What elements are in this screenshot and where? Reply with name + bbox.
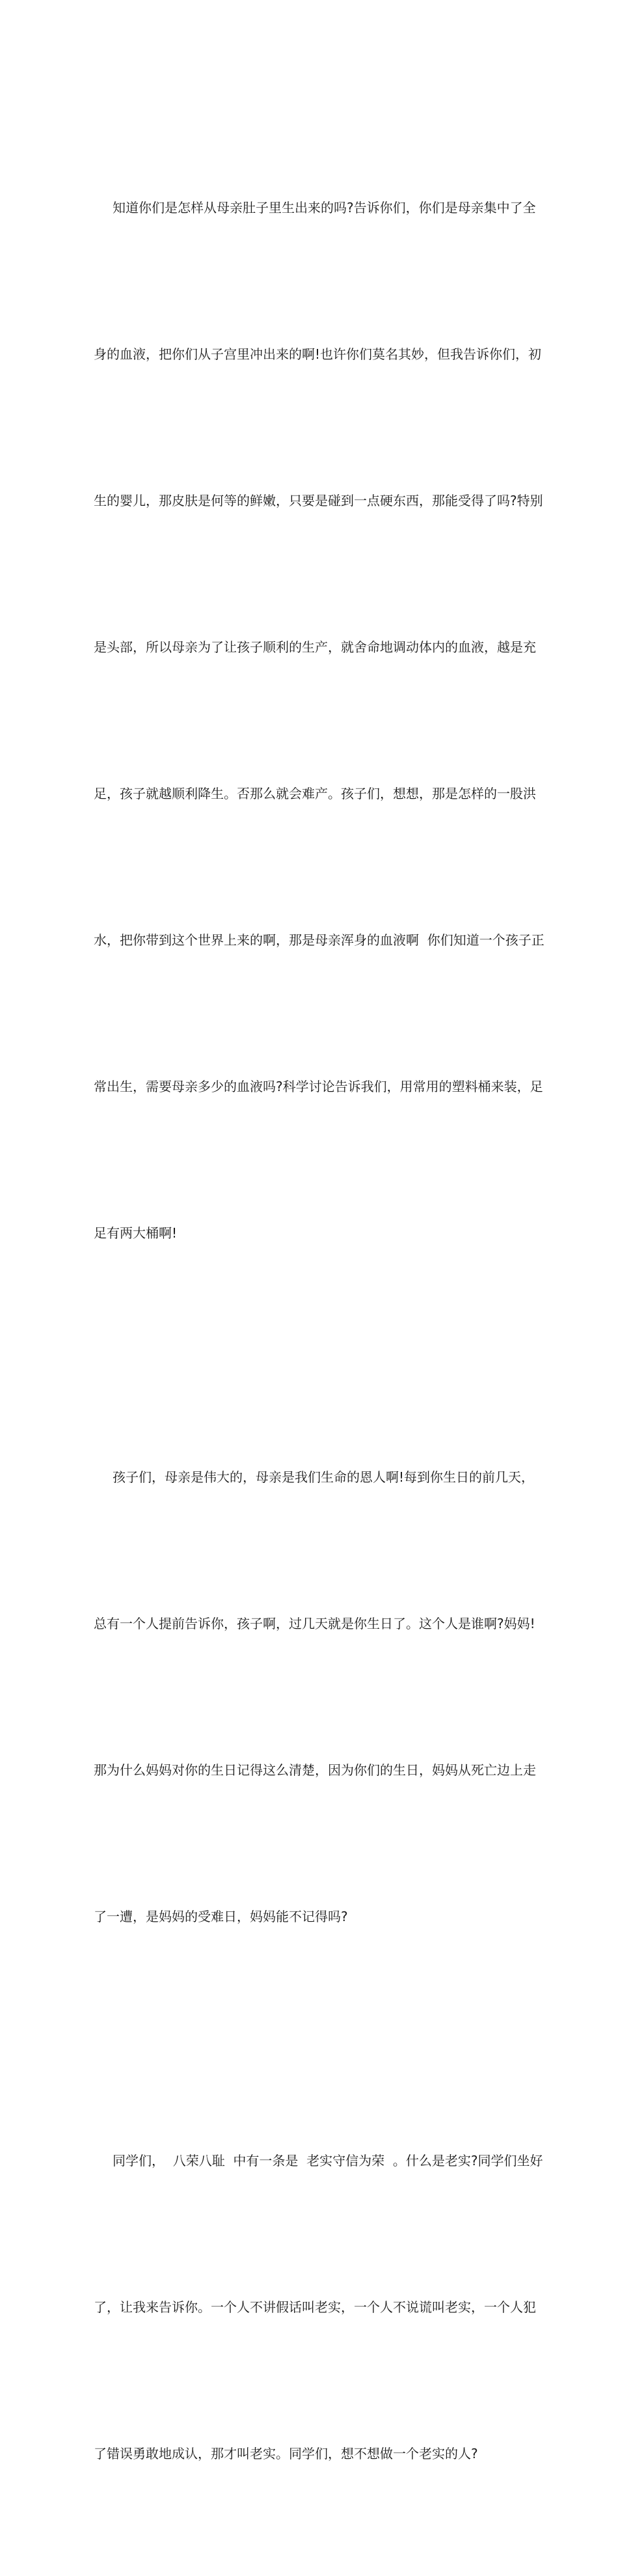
text-line: 那为什么妈妈对你的生日记得这么清楚，因为你们的生日，妈妈从死亡边上走 <box>94 1762 536 1778</box>
text-line: 同学们， 八荣八耻 中有一条是 老实守信为荣 。什么是老实?同学们坐好 <box>113 2153 543 2168</box>
paragraph-honesty <box>94 2039 543 2576</box>
text-line: 生的婴儿，那皮肤是何等的鲜嫩，只要是碰到一点硬东西，那能受得了吗?特别 <box>94 493 543 508</box>
text-line: 常出生，需要母亲多少的血液吗?科学讨论告诉我们，用常用的塑料桶来装，足 <box>94 1079 543 1094</box>
text-line: 水，把你带到这个世界上来的啊，那是母亲浑身的血液啊 你们知道一个孩子正 <box>94 932 544 948</box>
text-line: 足，孩子就越顺利降生。否那么就会难产。孩子们，想想，那是怎样的一股洪 <box>94 786 536 801</box>
text-line: 总有一个人提前告诉你，孩子啊，过几天就是你生日了。这个人是谁啊?妈妈! <box>94 1616 535 1631</box>
text-line: 孩子们，母亲是伟大的，母亲是我们生命的恩人啊!每到你生日的前几天， <box>113 1469 535 1485</box>
paragraph-mother-blood <box>94 86 544 1355</box>
text-line: 了错误勇敢地成认，那才叫老实。同学们，想不想做一个老实的人? <box>94 2446 478 2461</box>
text-line: 知道你们是怎样从母亲肚子里生出来的吗?告诉你们，你们是母亲集中了全 <box>113 200 536 215</box>
document-body <box>94 86 544 2576</box>
paragraph-birthday <box>94 1355 536 2039</box>
text-line: 身的血液，把你们从子宫里冲出来的啊!也许你们莫名其妙，但我告诉你们，初 <box>94 346 542 362</box>
text-line: 了，让我来告诉你。一个人不讲假话叫老实，一个人不说谎叫老实，一个人犯 <box>94 2299 536 2315</box>
text-line: 足有两大桶啊! <box>94 1225 178 1241</box>
text-line: 了一遭，是妈妈的受难日，妈妈能不记得吗? <box>94 1909 348 1924</box>
text-line: 是头部，所以母亲为了让孩子顺利的生产，就舍命地调动体内的血液，越是充 <box>94 639 536 655</box>
